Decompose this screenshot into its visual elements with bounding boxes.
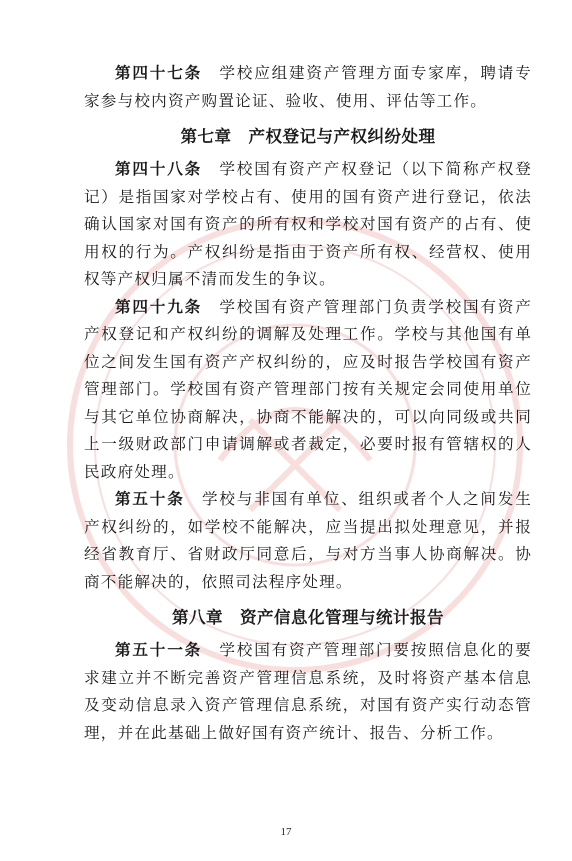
article-text: 学校国有资产管理部门负责学校国有资产产权登记和产权纠纷的调解及处理工作。学校与其他国有单位之间发生国有资产产权纠纷的，应及时报告学校国有资产管理部门。学校国有资产管理部门按有关规定会同使用单位与其它单位协商解决，协商不能解决的，可以向同级或共同上一级财政部门申请调解或者裁定，必要时报有管辖权的人民政府处理。 [84, 297, 532, 481]
article-label: 第五十条 [115, 490, 185, 508]
article-47 [84, 60, 532, 115]
article-text: 学校国有资产管理部门要按照信息化的要求建立并不断完善资产管理信息系统，及时将资产基本信息及变动信息录入资产管理信息系统，对国有资产实行动态管理，并在此基础上做好国有资产统计、报告、分析工作。 [84, 641, 532, 742]
chapter-7-heading: 第七章 产权登记与产权纠纷处理 [180, 127, 436, 146]
article-51 [84, 637, 532, 747]
article-text: 学校国有资产产权登记（以下简称产权登记）是指国家对学校占有、使用的国有资产进行登记，依法确认国家对国有资产的所有权和学校对国有资产的占有、使用权的行为。产权纠纷是指由于资产所有权、经营权、使用权等产权归属不清而发生的争议。 [84, 160, 532, 288]
article-label: 第四十八条 [115, 160, 202, 178]
article-label: 第五十一条 [115, 641, 202, 659]
page-number: 17 [280, 826, 292, 838]
article-49 [84, 294, 532, 487]
document-body [84, 60, 532, 747]
article-label: 第四十九条 [115, 297, 202, 316]
article-50 [84, 486, 532, 596]
article-text: 学校与非国有单位、组织或者个人之间发生产权纠纷的，如学校不能解决，应当提出拟处理意见，并报经省教育厅、省财政厅同意后，与对方当事人协商解决。协商不能解决的，依照司法程序处理。 [84, 490, 532, 591]
article-label: 第四十七条 [115, 64, 202, 82]
chapter-8-heading: 第八章 资产信息化管理与统计报告 [172, 608, 444, 627]
article-text: 学校应组建资产管理方面专家库，聘请专家参与校内资产购置论证、验收、使用、评估等工作。 [84, 64, 532, 110]
article-48 [84, 156, 532, 294]
